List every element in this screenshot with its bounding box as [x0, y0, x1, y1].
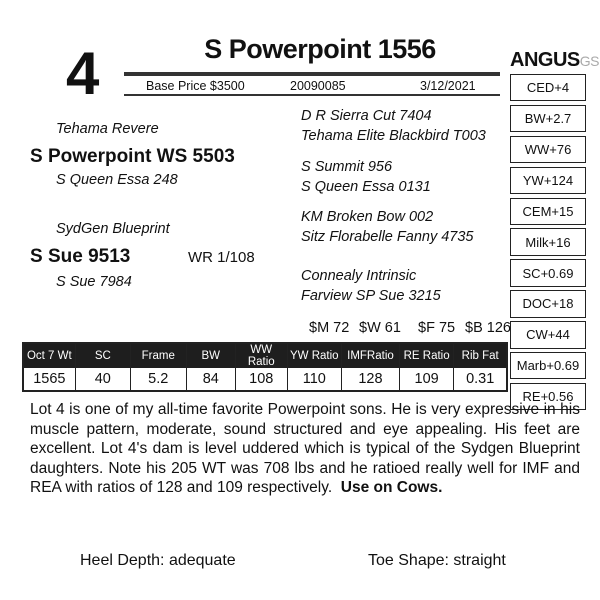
table-cell: 128 — [342, 368, 400, 390]
gs-logo-text: GS — [579, 53, 599, 69]
description-bold: Use on Cows. — [340, 479, 443, 496]
table-cell: 1565 — [24, 368, 76, 390]
heel-depth: Heel Depth: adequate — [80, 552, 236, 569]
registration-number: 20090085 — [290, 79, 346, 93]
bull-name-title: S Powerpoint 1556 — [204, 34, 436, 64]
column-header: YW Ratio — [288, 344, 343, 368]
epd-box: CW+44 — [510, 321, 586, 348]
dam-wr: WR 1/108 — [188, 249, 255, 266]
index-value: $B 126 — [465, 320, 511, 336]
ancestor: Sitz Florabelle Fanny 4735 — [301, 229, 474, 245]
base-price: Base Price $3500 — [146, 79, 245, 93]
column-header: WW Ratio — [236, 344, 288, 368]
sire-sire: Tehama Revere — [56, 121, 159, 137]
birth-date: 3/12/2021 — [420, 79, 476, 93]
table-cell: 108 — [236, 368, 288, 390]
table-cell: 0.31 — [466, 371, 495, 387]
table-cell: 109 — [400, 368, 455, 390]
lot-number: 4 — [66, 40, 100, 107]
column-header: Rib Fat — [454, 344, 506, 368]
performance-table — [22, 342, 508, 392]
index-value: $F 75 — [418, 320, 456, 336]
sire-dam: S Queen Essa 248 — [56, 172, 178, 188]
angus-logo-text: ANGUS — [510, 49, 580, 71]
toe-shape: Toe Shape: straight — [368, 552, 506, 569]
dam-sire: SydGen Blueprint — [56, 221, 170, 237]
epd-box: RE+0.56 — [510, 383, 586, 410]
index-value: $W 61 — [359, 320, 401, 336]
epd-column — [510, 74, 588, 414]
epd-box: YW+124 — [510, 167, 586, 194]
epd-box: Marb+0.69 — [510, 352, 586, 379]
index-value: $M 72 — [309, 320, 350, 336]
lot-description — [30, 400, 580, 498]
epd-box: CEM+15 — [510, 198, 586, 225]
column-header: IMFRatio — [342, 344, 400, 368]
table-header-row — [24, 344, 506, 368]
description-text: Lot 4 is one of my all-time favorite Powerpoint sons. He is very expressive in his muscle pattern, moderate, sound structured and eye appealing. His feet are excellent. Lot 4's dam is level uddered which is typical of the Sydgen Blueprint daughters. Note his 205 WT was 708 lbs and he ratioed really well for IMF and REA with ratios of 128 and 109 respectively. — [30, 401, 580, 496]
ancestor: KM Broken Bow 002 — [301, 209, 434, 225]
dam: S Sue 9513 — [30, 246, 131, 267]
table-cell: 110 — [288, 368, 343, 390]
ancestor: S Queen Essa 0131 — [301, 179, 431, 195]
epd-box: BW+2.7 — [510, 105, 586, 132]
sire: S Powerpoint WS 5503 — [30, 146, 235, 167]
ancestor: Connealy Intrinsic — [301, 268, 417, 284]
epd-box: DOC+18 — [510, 290, 586, 317]
epd-box: SC+0.69 — [510, 259, 586, 286]
angus-gs-logo — [510, 50, 599, 70]
epd-box: WW+76 — [510, 136, 586, 163]
ancestor: Farview SP Sue 3215 — [301, 288, 441, 304]
epd-box: Milk+16 — [510, 228, 586, 255]
column-header: BW — [187, 344, 236, 368]
column-header: SC — [76, 344, 131, 368]
table-cell: 40 — [76, 368, 131, 390]
column-header: Oct 7 Wt — [24, 344, 76, 368]
table-cell: 84 — [187, 368, 236, 390]
column-header: Frame — [131, 344, 187, 368]
ancestor: D R Sierra Cut 7404 — [301, 108, 432, 124]
column-header: RE Ratio — [400, 344, 455, 368]
dam-dam: S Sue 7984 — [56, 274, 132, 290]
ancestor: S Summit 956 — [301, 159, 393, 175]
epd-box: CED+4 — [510, 74, 586, 101]
header-info-bar — [124, 72, 500, 96]
table-value-row — [24, 368, 506, 390]
ancestor: Tehama Elite Blackbird T003 — [301, 128, 486, 144]
table-cell: 5.2 — [131, 368, 187, 390]
